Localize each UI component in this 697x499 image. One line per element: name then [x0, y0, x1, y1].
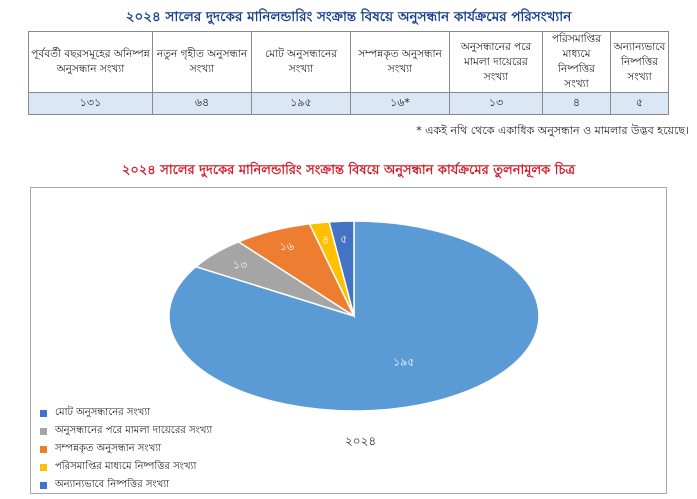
legend-swatch	[40, 464, 47, 471]
pie-data-label: ১৩	[232, 258, 248, 272]
cell-completed: ১৬*	[351, 93, 450, 115]
legend-label: সম্পন্নকৃত অনুসন্ধান সংখ্যা	[55, 442, 162, 454]
header-cases-filed: অনুসন্ধানের পরে মামলা দায়েরের সংখ্যা	[450, 32, 543, 93]
legend-swatch	[40, 428, 47, 435]
cell-total: ১৯৫	[252, 93, 351, 115]
header-disposed-otherwise: অন্যান্যভাবে নিষ্পত্তির সংখ্যা	[611, 32, 669, 93]
chart-category-label: ২০২৪	[345, 434, 377, 448]
header-newly-taken: নতুন গৃহীত অনুসন্ধান সংখ্যা	[153, 32, 252, 93]
chart-title: ২০২৪ সালের দুদকের মানিলন্ডারিং সংক্রান্ত বিষয়ে অনুসন্ধান কার্যক্রমের তুলনামূলক চিত্র	[121, 163, 576, 178]
legend-swatch	[40, 410, 47, 417]
header-closed-by-termination: পরিসমাপ্তির মাধ্যমে নিষ্পত্তির সংখ্যা	[543, 32, 611, 93]
header-pending-previous: পূর্ববর্তী বছরসমূহের অনিষ্পন্ন অনুসন্ধান সংখ্যা	[29, 32, 153, 93]
header-total: মোট অনুসন্ধানের সংখ্যা	[252, 32, 351, 93]
legend-item	[40, 405, 212, 423]
legend-item	[40, 458, 212, 476]
legend-item	[40, 423, 212, 441]
pie-data-label: ১৯৫	[393, 355, 415, 369]
cell-newly-taken: ৬৪	[153, 93, 252, 115]
legend-swatch	[40, 482, 47, 489]
pie-data-label: ৫	[340, 232, 348, 246]
legend-label: পরিসমাপ্তির মাধ্যমে নিষ্পত্তির সংখ্যা	[55, 460, 197, 472]
legend-label: অন্যান্যভাবে নিষ্পত্তির সংখ্যা	[55, 478, 170, 490]
table-footnote: * একই নথি থেকে একাধিক অনুসন্ধান ও মামলার উদ্ভব হয়েছে।	[416, 124, 689, 137]
cell-disposed-otherwise: ৫	[611, 93, 669, 115]
legend-label: মোট অনুসন্ধানের সংখ্যা	[55, 407, 151, 419]
cell-cases-filed: ১৩	[450, 93, 543, 115]
legend-label: অনুসন্ধানের পরে মামলা দায়েরের সংখ্যা	[55, 425, 213, 437]
legend-swatch	[40, 446, 47, 453]
table-title: ২০২৪ সালের দুদকের মানিলন্ডারিং সংক্রান্ত বিষয়ে অনুসন্ধান কার্যক্রমের পরিসংখ্যান	[125, 9, 572, 25]
cell-pending-previous: ১৩১	[29, 93, 153, 115]
chart-legend	[40, 405, 212, 494]
pie-data-label: ১৬	[279, 240, 295, 254]
cell-closed-by-termination: ৪	[543, 93, 611, 115]
legend-item	[40, 476, 212, 494]
header-completed: সম্পন্নকৃত অনুসন্ধান সংখ্যা	[351, 32, 450, 93]
pie-data-label: ৪	[321, 233, 330, 247]
legend-item	[40, 441, 212, 459]
